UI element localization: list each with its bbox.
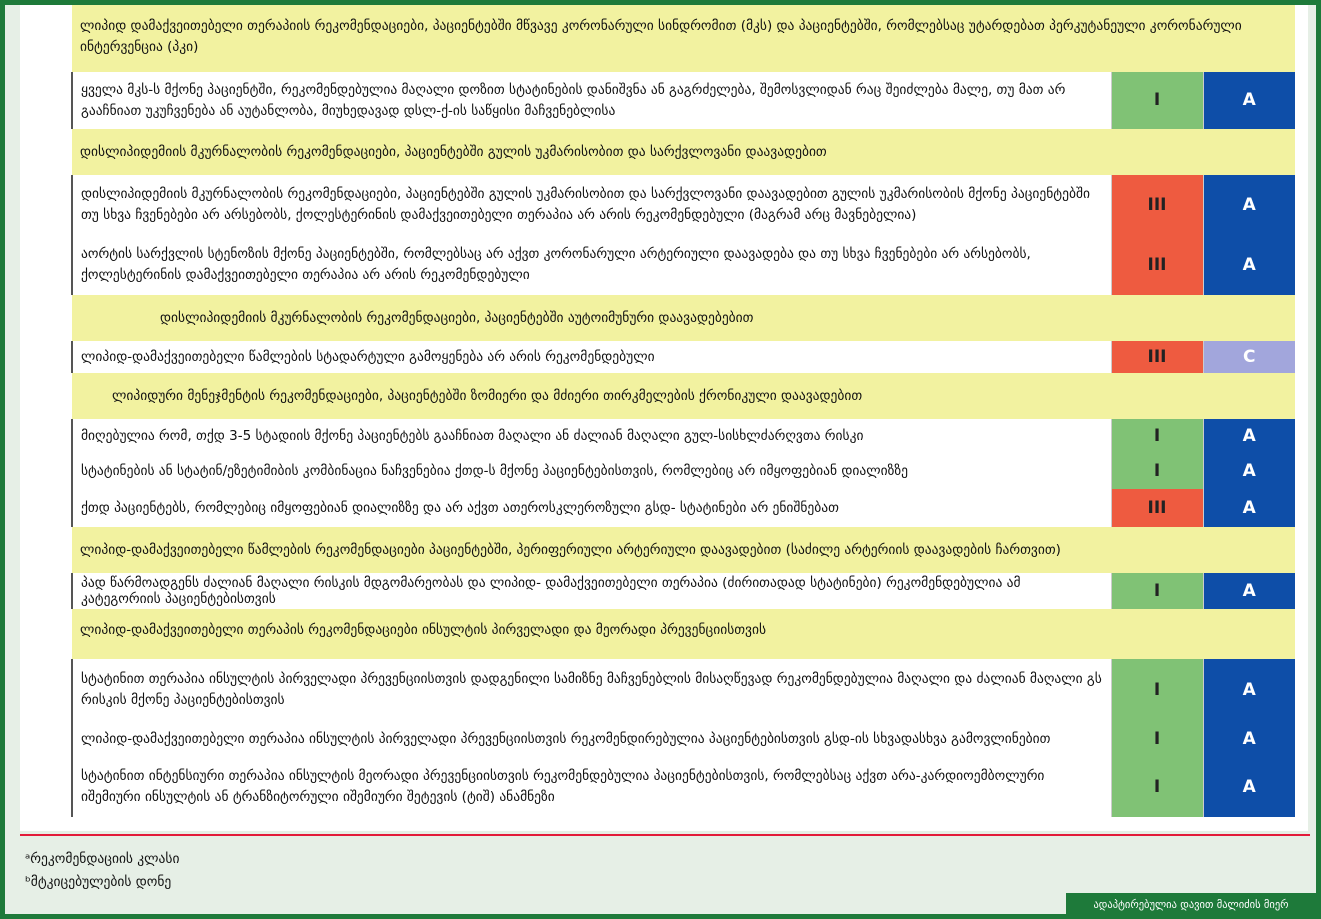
table-row [72, 453, 1295, 489]
class-badge: I [1111, 72, 1203, 129]
section-header-text: ლიპიდ-დამაქვეითებელი წამლების რეკომენდაციები პაციენტებში, პერიფერიული არტერიული დაავადებით (საძილე არტერიის დაავადების ჩართვით) [72, 527, 1295, 573]
class-badge: III [1111, 235, 1203, 295]
level-badge: C [1203, 341, 1295, 373]
recommendation-text: პად წარმოადგენს ძალიან მაღალი რისკის მდგომარეობას და ლიპიდ- დამაქვეითებელი თერაპია (ძირითადად სტატინები) რეკომენდებულია ამ კატეგორიის პაციენტებისთვის [72, 573, 1111, 609]
class-badge: III [1111, 489, 1203, 527]
table-sheet [20, 5, 1308, 831]
recommendation-text: დისლიპიდემიის მკურნალობის რეკომენდაციები, პაციენტებში გულის უკმარისობით და სარქვლოვანი დაავადებით გულის უკმარისობის მქონე პაციენტებში თუ სხვა ჩვენებები არ არსებობს, ქოლესტერინის დამაქვეითებელი თერაპია არ არის რეკომენდებული (მაგრამ არც მავნებელია) [72, 175, 1111, 235]
class-badge: III [1111, 341, 1203, 373]
recommendation-text: ლიპიდ-დამაქვეითებელი თერაპია ინსულტის პირველადი პრევენციისთვის რეკომენდირებულია პაციენტებისთვის გსდ-ის სხვადასხვა გამოვლინებით [72, 721, 1111, 757]
recommendation-text: სტატინების ან სტატინ/ეზეტიმიბის კომბინაცია ნაჩვენებია ქთდ-ს მქონე პაციენტებისთვის, რომლებიც არ იმყოფებიან დიალიზზე [72, 453, 1111, 489]
level-badge: A [1203, 659, 1295, 721]
table-row [72, 175, 1295, 235]
class-badge: I [1111, 453, 1203, 489]
recommendation-text: სტატინით ინტენსიური თერაპია ინსულტის მეორადი პრევენციისთვის რეკომენდებულია პაციენტებისთვის, რომლებსაც აქვთ არა-კარდიოემბოლური იშემიური ინსულტის ან ტრანზიტორული იშემიური შეტევის (ტიშ) ანამნეზი [72, 757, 1111, 817]
section-header-text: დისლიპიდემიის მკურნალობის რეკომენდაციები, პაციენტებში აუტოიმუნური დაავადებებით [72, 295, 1295, 341]
section-header [72, 609, 1295, 651]
section-header [72, 527, 1295, 573]
section-header-text: დისლიპიდემიის მკურნალობის რეკომენდაციები, პაციენტებში გულის უკმარისობით და სარქვლოვანი დაავადებით [72, 129, 1295, 175]
class-badge: I [1111, 721, 1203, 757]
table-row [72, 757, 1295, 817]
level-badge: A [1203, 419, 1295, 453]
table-row [72, 235, 1295, 295]
recommendation-text: მიღებულია რომ, თქდ 3-5 სტადიის მქონე პაციენტებს გააჩნიათ მაღალი ან ძალიან მაღალი გულ-სისხლძარღვთა რისკი [72, 419, 1111, 453]
table-row [72, 721, 1295, 757]
section-header-text: ლიპიდური მენეჯმენტის რეკომენდაციები, პაციენტებში ზომიერი და მძიერი თირკმელების ქრონიკული დაავადებით [72, 373, 1295, 419]
class-badge: I [1111, 659, 1203, 721]
table-row [72, 659, 1295, 721]
level-badge: A [1203, 489, 1295, 527]
level-badge: A [1203, 175, 1295, 235]
footnote-level: ᵇმტკიცებულების დონე [25, 874, 172, 890]
table-row [72, 489, 1295, 527]
recommendation-text: ქთდ პაციენტებს, რომლებიც იმყოფებიან დიალიზზე და არ აქვთ ათეროსკლეროზული გსდ- სტატინები არ ენიშნებათ [72, 489, 1111, 527]
level-badge: A [1203, 235, 1295, 295]
section-header-text: ლიპიდ-დამაქვეითებელი თერაპის რეკომენდაციები ინსულტის პირველადი და მეორადი პრევენციისთვის [72, 609, 1295, 651]
level-badge: A [1203, 573, 1295, 609]
divider [20, 834, 1310, 836]
class-badge: I [1111, 419, 1203, 453]
recommendation-text: ლიპიდ-დამაქვეითებელი წამლების სტადარტული გამოყენება არ არის რეკომენდებული [72, 341, 1111, 373]
level-badge: A [1203, 453, 1295, 489]
level-badge: A [1203, 72, 1295, 129]
table-row [72, 72, 1295, 129]
section-header-text: ლიპიდ დამაქვეითებელი თერაპიის რეკომენდაციები, პაციენტებში მწვავე კორონარული სინდრომით (მკს) და პაციენტებში, რომლებსაც უტარდებათ პერკუტანეული კორონარული ინტერვენცია (პკი) [72, 5, 1295, 69]
level-badge: A [1203, 721, 1295, 757]
section-header [72, 129, 1295, 175]
footnote-class: ᵃრეკომენდაციის კლასი [25, 851, 180, 867]
section-header [72, 295, 1295, 341]
recommendation-text: ყველა მკს-ს მქონე პაციენტში, რეკომენდებულია მაღალი დოზით სტატინების დანიშვნა ან გაგრძელება, შემოსვლიდან რაც შეიძლება მალე, თუ მათ არ გააჩნიათ უკუჩვენება ან აუტანლობა, მიუხედავად დსლ-ქ-ის საწყისი მაჩვენებლისა [72, 72, 1111, 129]
class-badge: I [1111, 757, 1203, 817]
level-badge: A [1203, 757, 1295, 817]
credit-label: ადაპტირებულია დავით მალიძის მიერ [1066, 893, 1316, 917]
recommendation-text: სტატინით თერაპია ინსულტის პირველადი პრევენციისთვის დადგენილი სამიზნე მაჩვენებლის მისაღწევად რეკომენდებულია მაღალი და ძალიან მაღალი გს რისკის მქონე პაციენტებისთვის [72, 659, 1111, 721]
recommendations-table [71, 5, 1295, 817]
table-row [72, 573, 1295, 609]
section-header [72, 5, 1295, 69]
table-row [72, 341, 1295, 373]
recommendation-text: აორტის სარქვლის სტენოზის მქონე პაციენტებში, რომლებსაც არ აქვთ კორონარული არტერიული დაავადება და თუ სხვა ჩვენებები არ არსებობს, ქოლესტერინის დამაქვეითებელი თერაპია არ არის რეკომენდებული [72, 235, 1111, 295]
class-badge: I [1111, 573, 1203, 609]
section-header [72, 373, 1295, 419]
table-row [72, 419, 1295, 453]
class-badge: III [1111, 175, 1203, 235]
